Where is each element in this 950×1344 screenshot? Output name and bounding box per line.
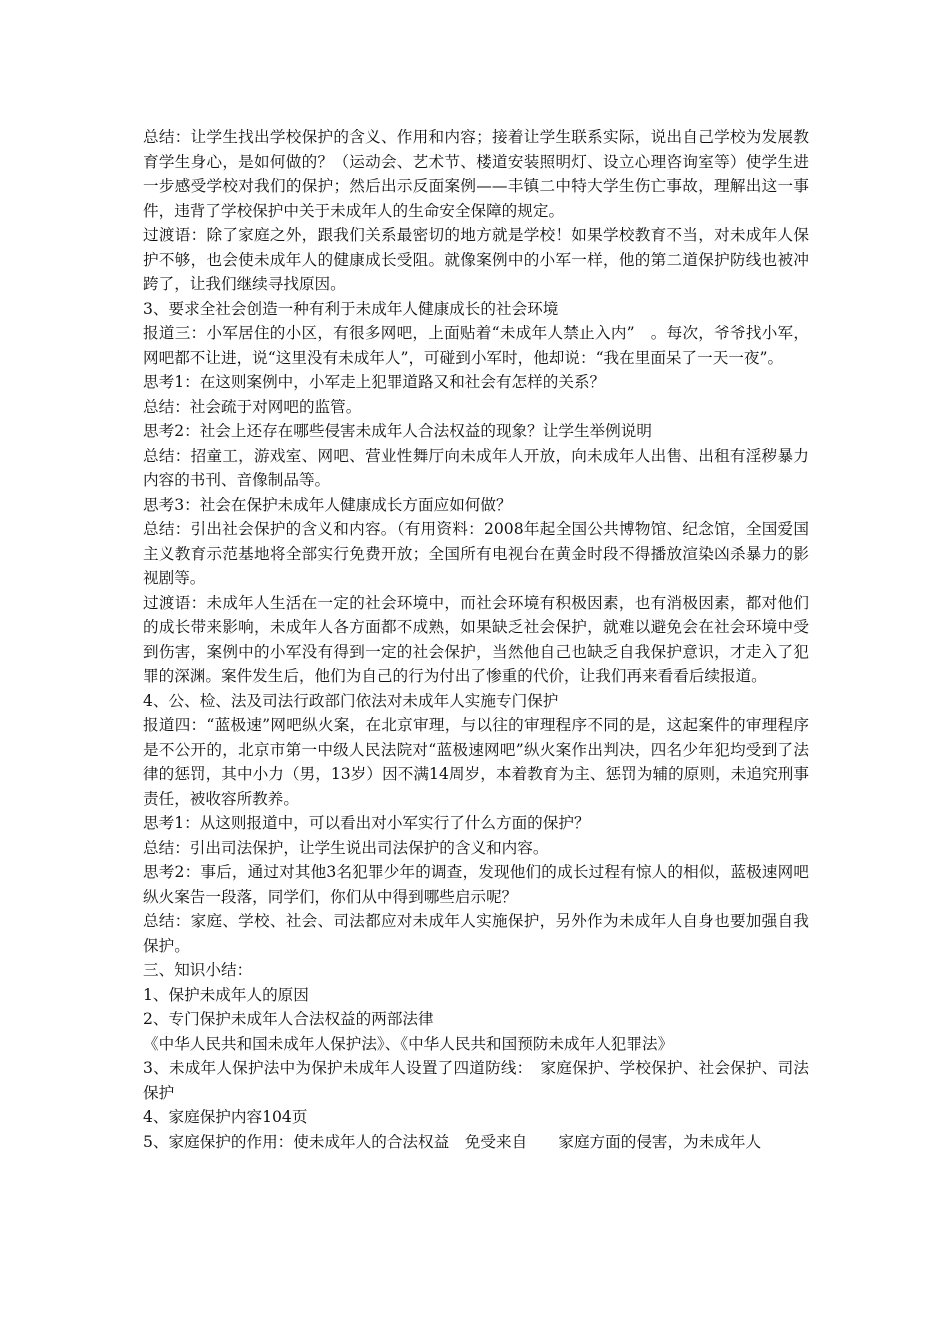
paragraph-think-1b: 思考1：从这则报道中，可以看出对小军实行了什么方面的保护？	[143, 814, 590, 832]
list-item-5: 5、家庭保护的作用：使未成年人的合法权益 免受来自 家庭方面的侵害，为未成年人	[143, 1132, 762, 1151]
paragraph-summary-1a: 总结：社会疏于对网吧的监管。	[143, 397, 362, 416]
paragraph-transition-1: 过渡语：除了家庭之外，跟我们关系最密切的地方就是学校！如果学校教育不当，对未成年人保护不够，也会使未成年人的健康成长受阻。就像案例中的小军一样，他的第二道保护防线也被冲跨了，让我们继续寻找原因。	[143, 226, 809, 293]
list-item-2-laws: 《中华人民共和国未成年人保护法》、《中华人民共和国预防未成年人犯罪法》	[143, 1034, 674, 1053]
paragraph-report-3: 报道三：小军居住的小区，有很多网吧，上面贴着“未成年人禁止入内” 。每次，爷爷找小军，网吧都不让进，说“这里没有未成年人”，可碰到小军时，他却说：“我在里面呆了一天一夜”。	[143, 324, 809, 367]
paragraph-summary-school: 总结：让学生找出学校保护的含义、作用和内容；接着让学生联系实际，说出自己学校为发展教育学生身心，是如何做的？（运动会、艺术节、楼道安装照明灯、设立心理咨询室等）使学生进一步感受学校对我们的保护；然后出示反面案例——丰镇二中特大学生伤亡事故，理解出这一事件，违背了学校保护中关于未成年人的生命安全保障的规定。	[143, 128, 809, 220]
paragraph-summary-1b: 总结：引出司法保护，让学生说出司法保护的含义和内容。	[143, 838, 549, 857]
heading-4-judicial: 4、公、检、法及司法行政部门依法对未成年人实施专门保护	[143, 691, 559, 710]
document-body	[143, 125, 809, 1154]
list-item-2: 2、专门保护未成年人合法权益的两部法律	[143, 1010, 434, 1028]
list-item-4: 4、家庭保护内容104页	[143, 1108, 308, 1126]
paragraph-think-2b: 思考2：事后，通过对其他3名犯罪少年的调查，发现他们的成长过程有惊人的相似，蓝极速网吧纵火案告一段落，同学们，你们从中得到哪些启示呢？	[143, 863, 809, 906]
paragraph-think-2a: 思考2：社会上还存在哪些侵害未成年人合法权益的现象？让学生举例说明	[143, 422, 652, 440]
heading-knowledge-summary: 三、知识小结：	[143, 961, 253, 979]
paragraph-summary-2a: 总结：招童工，游戏室、网吧、营业性舞厅向未成年人开放，向未成年人出售、出租有淫秽暴力内容的书刊、音像制品等。	[143, 446, 809, 489]
heading-3-society: 3、要求全社会创造一种有利于未成年人健康成长的社会环境	[143, 299, 559, 318]
paragraph-summary-3a: 总结：引出社会保护的含义和内容。（有用资料：2008年起全国公共博物馆、纪念馆，全国爱国主义教育示范基地将全部实行免费开放；全国所有电视台在黄金时段不得播放渲染凶杀暴力的影视剧等。	[143, 520, 809, 587]
list-item-3: 3、未成年人保护法中为保护未成年人设置了四道防线： 家庭保护、学校保护、社会保护、司法保护	[143, 1059, 809, 1102]
paragraph-think-3a: 思考3：社会在保护未成年人健康成长方面应如何做？	[143, 495, 512, 514]
paragraph-think-1a: 思考1：在这则案例中，小军走上犯罪道路又和社会有怎样的关系？	[143, 373, 606, 391]
paragraph-transition-2: 过渡语：未成年人生活在一定的社会环境中，而社会环境有积极因素，也有消极因素，都对他们的成长带来影响，未成年人各方面都不成熟，如果缺乏社会保护，就难以避免会在社会环境中受到伤害，案例中的小军没有得到一定的社会保护，当然他自己也缺乏自我保护意识，才走入了犯罪的深渊。案件发生后，他们为自己的行为付出了惨重的代价，让我们再来看看后续报道。	[143, 593, 809, 685]
list-item-1: 1、保护未成年人的原因	[143, 985, 309, 1004]
paragraph-report-4: 报道四：“蓝极速”网吧纵火案，在北京审理，与以往的审理程序不同的是，这起案件的审理程序是不公开的，北京市第一中级人民法院对“蓝极速网吧”纵火案作出判决，四名少年犯均受到了法律的惩罚，其中小力（男，13岁）因不满14周岁，本着教育为主、惩罚为辅的原则，未追究刑事责任，被收容所教养。	[143, 716, 809, 808]
paragraph-summary-2b: 总结：家庭、学校、社会、司法都应对未成年人实施保护，另外作为未成年人自身也要加强自我保护。	[143, 912, 809, 955]
